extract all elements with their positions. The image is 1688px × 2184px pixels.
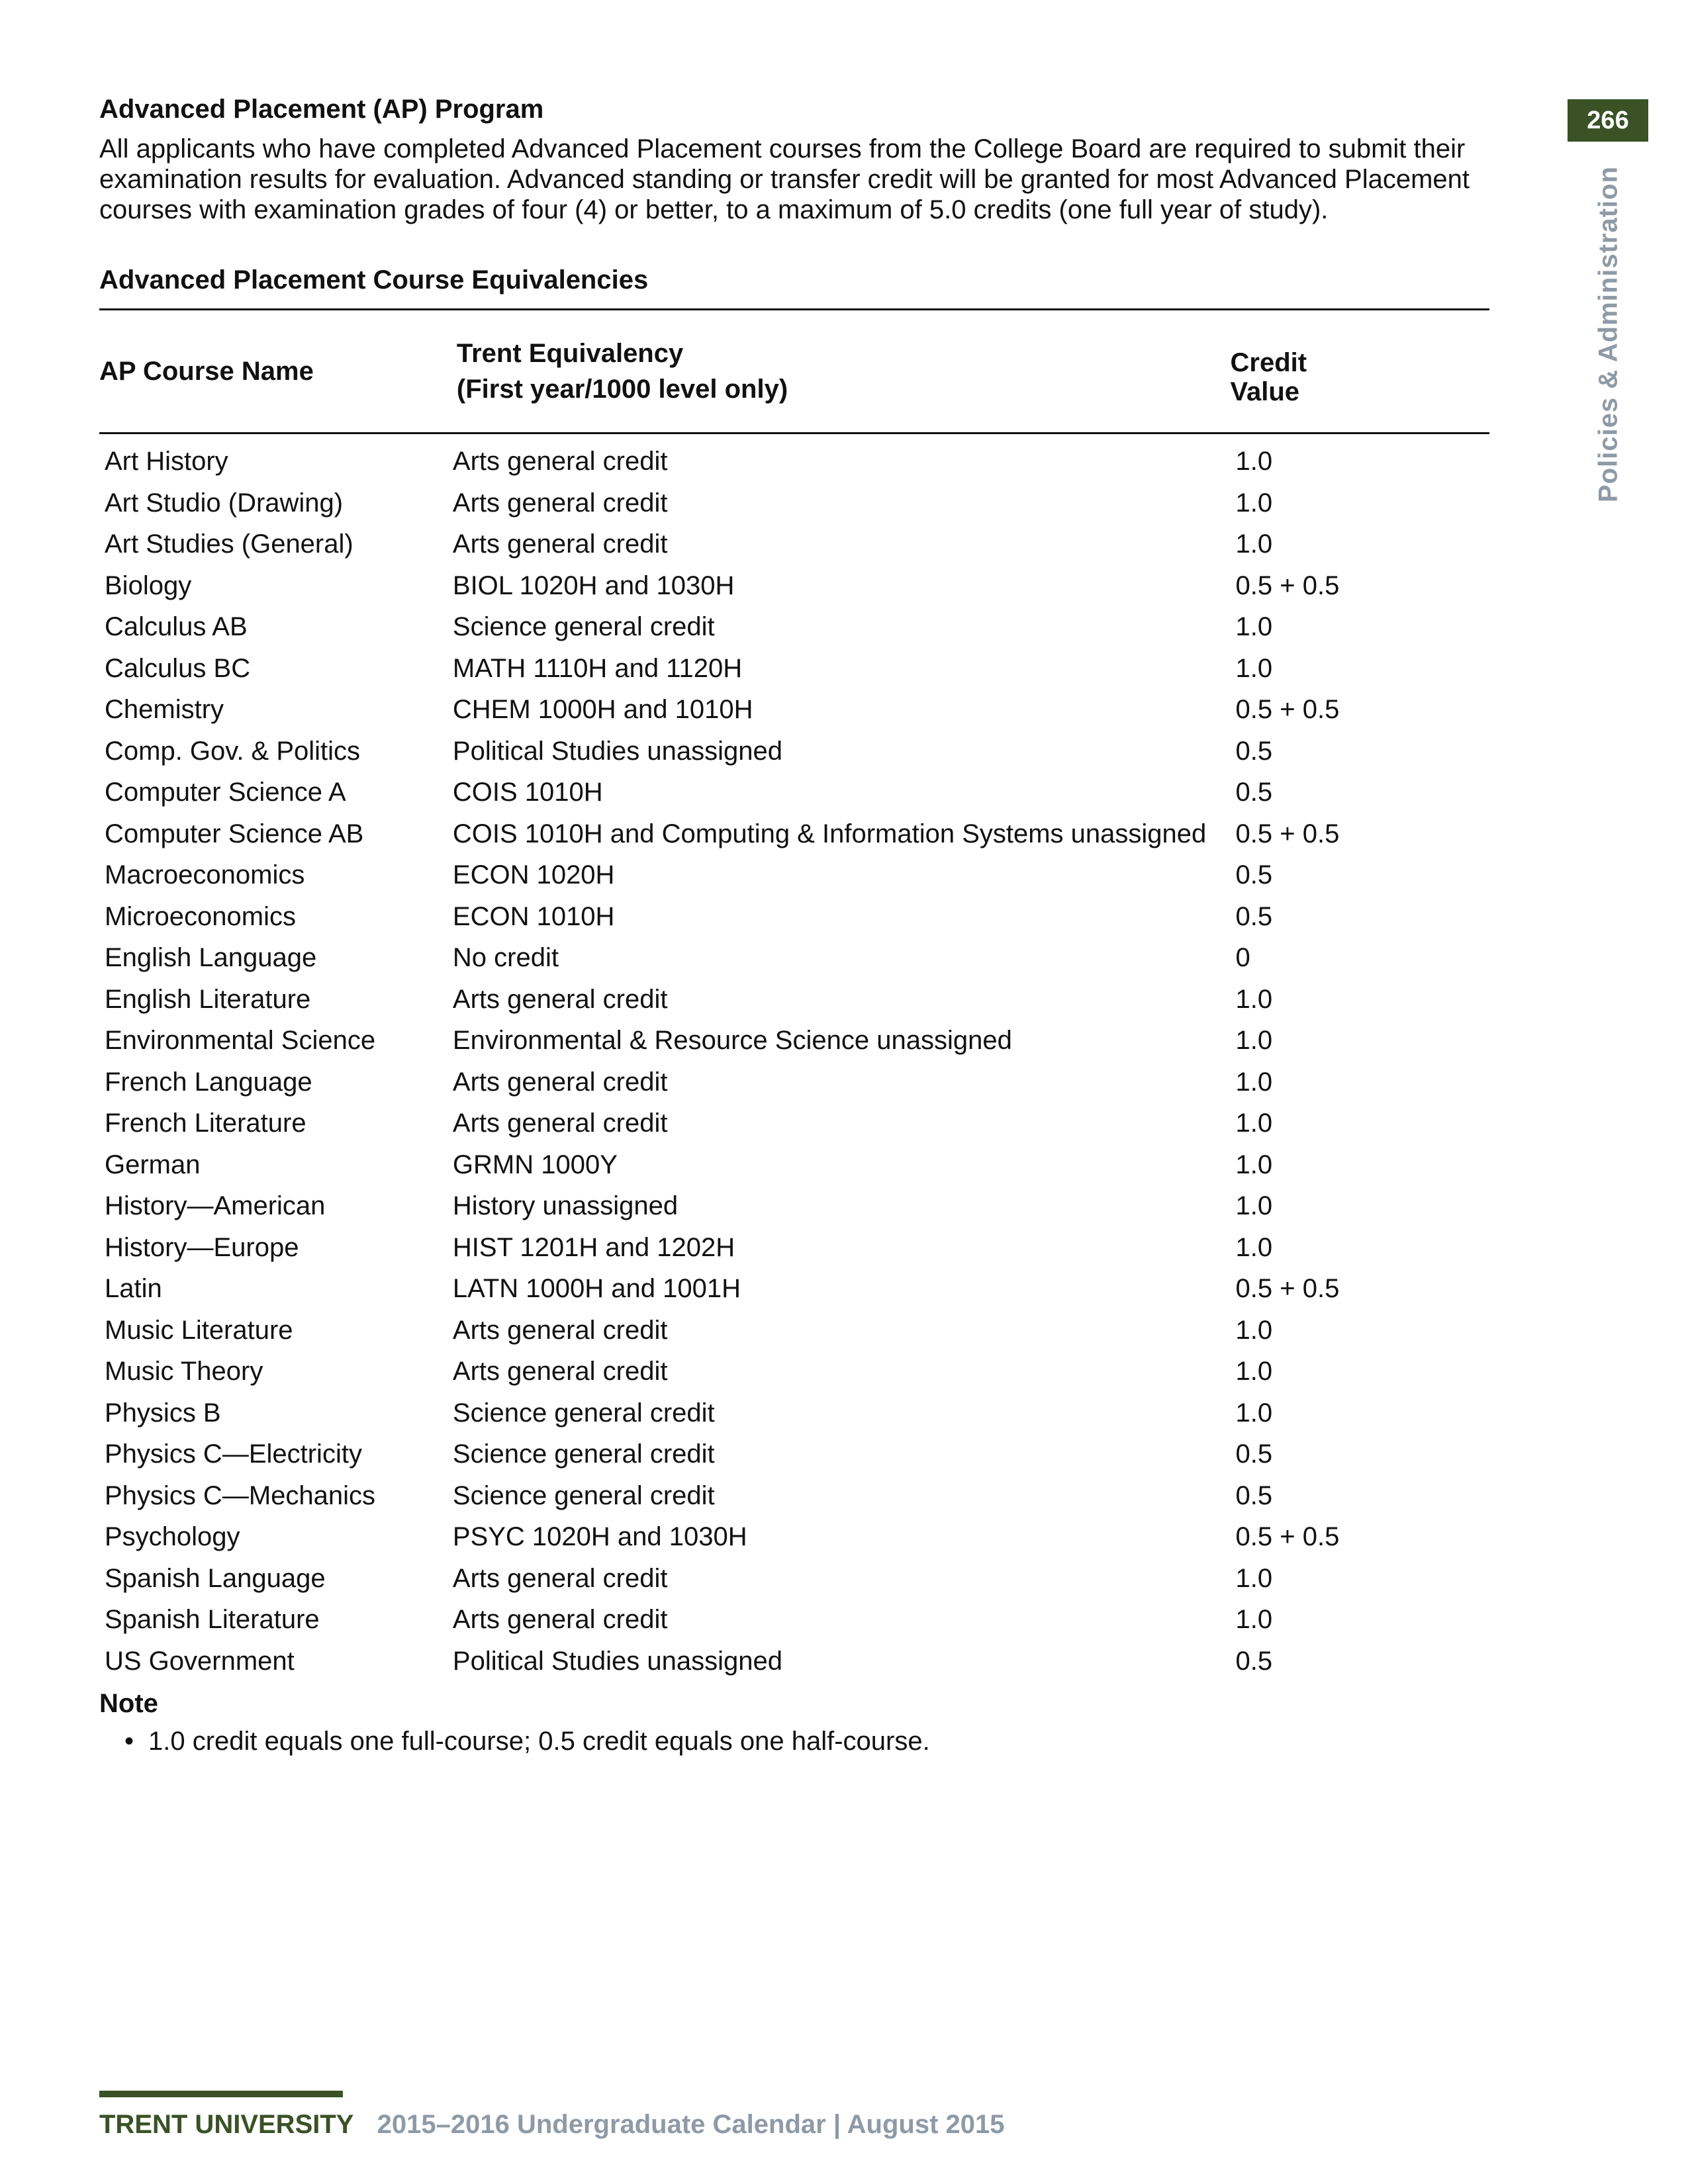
equivalency-cell: Science general credit — [452, 1398, 715, 1428]
equivalency-cell: ECON 1010H — [452, 901, 615, 931]
table-row — [99, 523, 1489, 565]
table-row — [99, 1020, 1489, 1062]
table-row — [99, 979, 1489, 1021]
table-header-row — [99, 310, 1489, 433]
table-heading: Advanced Placement Course Equivalencies — [99, 265, 649, 295]
column-header-course-label: AP Course Name — [99, 357, 314, 386]
course-cell: French Literature — [105, 1109, 306, 1138]
course-cell: Environmental Science — [105, 1026, 376, 1056]
equivalency-table — [99, 308, 1489, 1682]
course-cell: US Government — [105, 1646, 295, 1676]
footer-rule — [99, 2091, 343, 2097]
equivalency-cell: Arts general credit — [452, 1109, 668, 1138]
course-cell: French Language — [105, 1067, 312, 1097]
credit-cell: 1.0 — [1235, 653, 1273, 683]
section-heading: Advanced Placement (AP) Program — [99, 95, 544, 124]
course-cell: Microeconomics — [105, 901, 296, 931]
credit-cell: 0.5 + 0.5 — [1235, 695, 1340, 725]
table-row — [99, 1185, 1489, 1227]
credit-cell: 1.0 — [1235, 529, 1273, 559]
credit-cell: 0.5 — [1235, 1646, 1273, 1676]
equivalency-cell: History unassigned — [452, 1191, 679, 1221]
credit-cell: 0.5 — [1235, 778, 1273, 807]
equivalency-cell: MATH 1110H and 1120H — [452, 653, 743, 683]
equivalency-cell: No credit — [452, 943, 559, 973]
credit-cell: 1.0 — [1235, 1315, 1273, 1345]
equivalency-cell: Political Studies unassigned — [452, 736, 782, 766]
equivalency-cell: HIST 1201H and 1202H — [452, 1232, 735, 1262]
equivalency-cell: COIS 1010H and Computing & Information Systems unassigned — [452, 819, 1207, 848]
course-cell: Comp. Gov. & Politics — [105, 736, 361, 766]
credit-cell: 1.0 — [1235, 1067, 1273, 1097]
note-item — [124, 1725, 1489, 1757]
course-cell: Computer Science AB — [105, 819, 364, 848]
credit-cell: 1.0 — [1235, 1563, 1273, 1593]
table-row — [99, 1433, 1489, 1475]
course-cell: Physics C—Mechanics — [105, 1480, 376, 1510]
table-row — [99, 1310, 1489, 1351]
equivalency-cell: Arts general credit — [452, 1563, 668, 1593]
note-item-text: 1.0 credit equals one full-course; 0.5 credit equals one half-course. — [148, 1727, 930, 1756]
credit-cell: 1.0 — [1235, 447, 1273, 477]
credit-cell: 1.0 — [1235, 612, 1273, 642]
course-cell: Calculus BC — [105, 653, 251, 683]
credit-cell: 0.5 — [1235, 1439, 1273, 1469]
equivalency-cell: CHEM 1000H and 1010H — [452, 695, 753, 725]
course-cell: Latin — [105, 1274, 162, 1304]
table-row — [99, 1599, 1489, 1641]
credit-cell: 0.5 — [1235, 1480, 1273, 1510]
note-heading: Note — [99, 1689, 158, 1718]
equivalency-cell: Arts general credit — [452, 488, 668, 518]
credit-cell: 1.0 — [1235, 1109, 1273, 1138]
table-body — [99, 433, 1489, 1682]
table-row — [99, 731, 1489, 772]
equivalency-cell: Arts general credit — [452, 984, 668, 1014]
course-cell: Physics B — [105, 1398, 221, 1428]
course-cell: Music Theory — [105, 1357, 263, 1387]
equivalency-cell: Science general credit — [452, 1480, 715, 1510]
table-row — [99, 433, 1489, 482]
table-row — [99, 1475, 1489, 1517]
table-row — [99, 772, 1489, 813]
table-row — [99, 854, 1489, 896]
equivalency-cell: LATN 1000H and 1001H — [452, 1274, 741, 1304]
section-side-tab — [1582, 165, 1635, 503]
credit-cell: 0.5 — [1235, 901, 1273, 931]
course-cell: History—American — [105, 1191, 326, 1221]
course-cell: Macroeconomics — [105, 860, 305, 890]
table-row — [99, 1227, 1489, 1269]
table-row — [99, 1351, 1489, 1392]
credit-cell: 1.0 — [1235, 1191, 1273, 1221]
credit-cell: 0 — [1235, 943, 1250, 973]
course-cell: Art Studies (General) — [105, 529, 353, 559]
course-cell: Music Literature — [105, 1315, 293, 1345]
course-cell: Calculus AB — [105, 612, 248, 642]
equivalency-cell: Arts general credit — [452, 1357, 668, 1387]
credit-cell: 1.0 — [1235, 1026, 1273, 1056]
course-cell: Spanish Literature — [105, 1605, 320, 1635]
intro-paragraph: All applicants who have completed Advanced Placement courses from the College Board are required to submit their examination results for evaluation. Advanced standing or transfer credit will be granted for most Advanced Placement courses with examination grades of four (4) or better, to a maximum of 5.0 credits (one full year of study). — [99, 134, 1470, 224]
table-row — [99, 1516, 1489, 1558]
course-cell: Spanish Language — [105, 1563, 326, 1593]
equivalency-cell: COIS 1010H — [452, 778, 603, 807]
column-header-course — [99, 310, 447, 433]
column-header-equivalency-line2: (First year/1000 level only) — [456, 375, 788, 404]
table-row — [99, 482, 1489, 524]
equivalency-cell: ECON 1020H — [452, 860, 615, 890]
credit-cell: 0.5 — [1235, 736, 1273, 766]
course-cell: Art History — [105, 447, 228, 477]
table-row — [99, 1558, 1489, 1600]
equivalency-cell: BIOL 1020H and 1030H — [452, 570, 735, 600]
table-row — [99, 1144, 1489, 1186]
table-row — [99, 896, 1489, 938]
table-row — [99, 606, 1489, 648]
credit-cell: 0.5 + 0.5 — [1235, 570, 1340, 600]
course-cell: English Language — [105, 943, 317, 973]
note-list — [99, 1725, 1489, 1757]
credit-cell: 1.0 — [1235, 1232, 1273, 1262]
course-cell: Physics C—Electricity — [105, 1439, 362, 1469]
course-cell: German — [105, 1150, 201, 1179]
credit-cell: 0.5 + 0.5 — [1235, 1274, 1340, 1304]
credit-cell: 0.5 — [1235, 860, 1273, 890]
column-header-credit — [1231, 310, 1489, 433]
course-cell: History—Europe — [105, 1232, 299, 1262]
equivalency-cell: PSYC 1020H and 1030H — [452, 1522, 747, 1552]
course-cell: Computer Science A — [105, 778, 346, 807]
table-row — [99, 937, 1489, 979]
table-row — [99, 1268, 1489, 1310]
course-cell: Chemistry — [105, 695, 224, 725]
equivalency-cell: Arts general credit — [452, 529, 668, 559]
table-row — [99, 1062, 1489, 1103]
equivalency-cell: Environmental & Resource Science unassigned — [452, 1026, 1012, 1056]
course-cell: Psychology — [105, 1522, 240, 1552]
table-row — [99, 565, 1489, 607]
side-tab-label: Policies & Administration — [1593, 165, 1623, 503]
equivalency-cell: Science general credit — [452, 612, 715, 642]
credit-cell: 0.5 + 0.5 — [1235, 819, 1340, 848]
page-footer — [99, 2110, 1005, 2140]
equivalency-cell: Arts general credit — [452, 1315, 668, 1345]
page-content — [99, 93, 1489, 1757]
column-header-equivalency-line1: Trent Equivalency — [456, 339, 684, 368]
equivalency-cell: GRMN 1000Y — [452, 1150, 618, 1179]
footer-calendar: 2015–2016 Undergraduate Calendar | August 2015 — [377, 2110, 1005, 2139]
page-number-badge: 266 — [1568, 99, 1648, 142]
footer-university: TRENT UNIVERSITY — [99, 2110, 354, 2139]
column-header-credit-line1: Credit — [1230, 348, 1307, 377]
equivalency-cell: Arts general credit — [452, 1605, 668, 1635]
table-row — [99, 1392, 1489, 1434]
bullet-icon: • — [124, 1727, 134, 1756]
course-cell: Art Studio (Drawing) — [105, 488, 344, 518]
credit-cell: 1.0 — [1235, 1150, 1273, 1179]
course-cell: English Literature — [105, 984, 311, 1014]
table-row — [99, 813, 1489, 855]
column-header-credit-line2: Value — [1230, 377, 1300, 406]
table-row — [99, 1103, 1489, 1144]
table-row — [99, 1641, 1489, 1682]
equivalency-cell: Arts general credit — [452, 447, 668, 477]
equivalency-cell: Political Studies unassigned — [452, 1646, 782, 1676]
course-cell: Biology — [105, 570, 192, 600]
table-row — [99, 648, 1489, 690]
credit-cell: 1.0 — [1235, 1605, 1273, 1635]
credit-cell: 1.0 — [1235, 984, 1273, 1014]
credit-cell: 1.0 — [1235, 1357, 1273, 1387]
table-row — [99, 689, 1489, 731]
credit-cell: 0.5 + 0.5 — [1235, 1522, 1340, 1552]
equivalency-cell: Arts general credit — [452, 1067, 668, 1097]
credit-cell: 1.0 — [1235, 1398, 1273, 1428]
credit-cell: 1.0 — [1235, 488, 1273, 518]
equivalency-cell: Science general credit — [452, 1439, 715, 1469]
column-header-equivalency — [447, 310, 1231, 433]
